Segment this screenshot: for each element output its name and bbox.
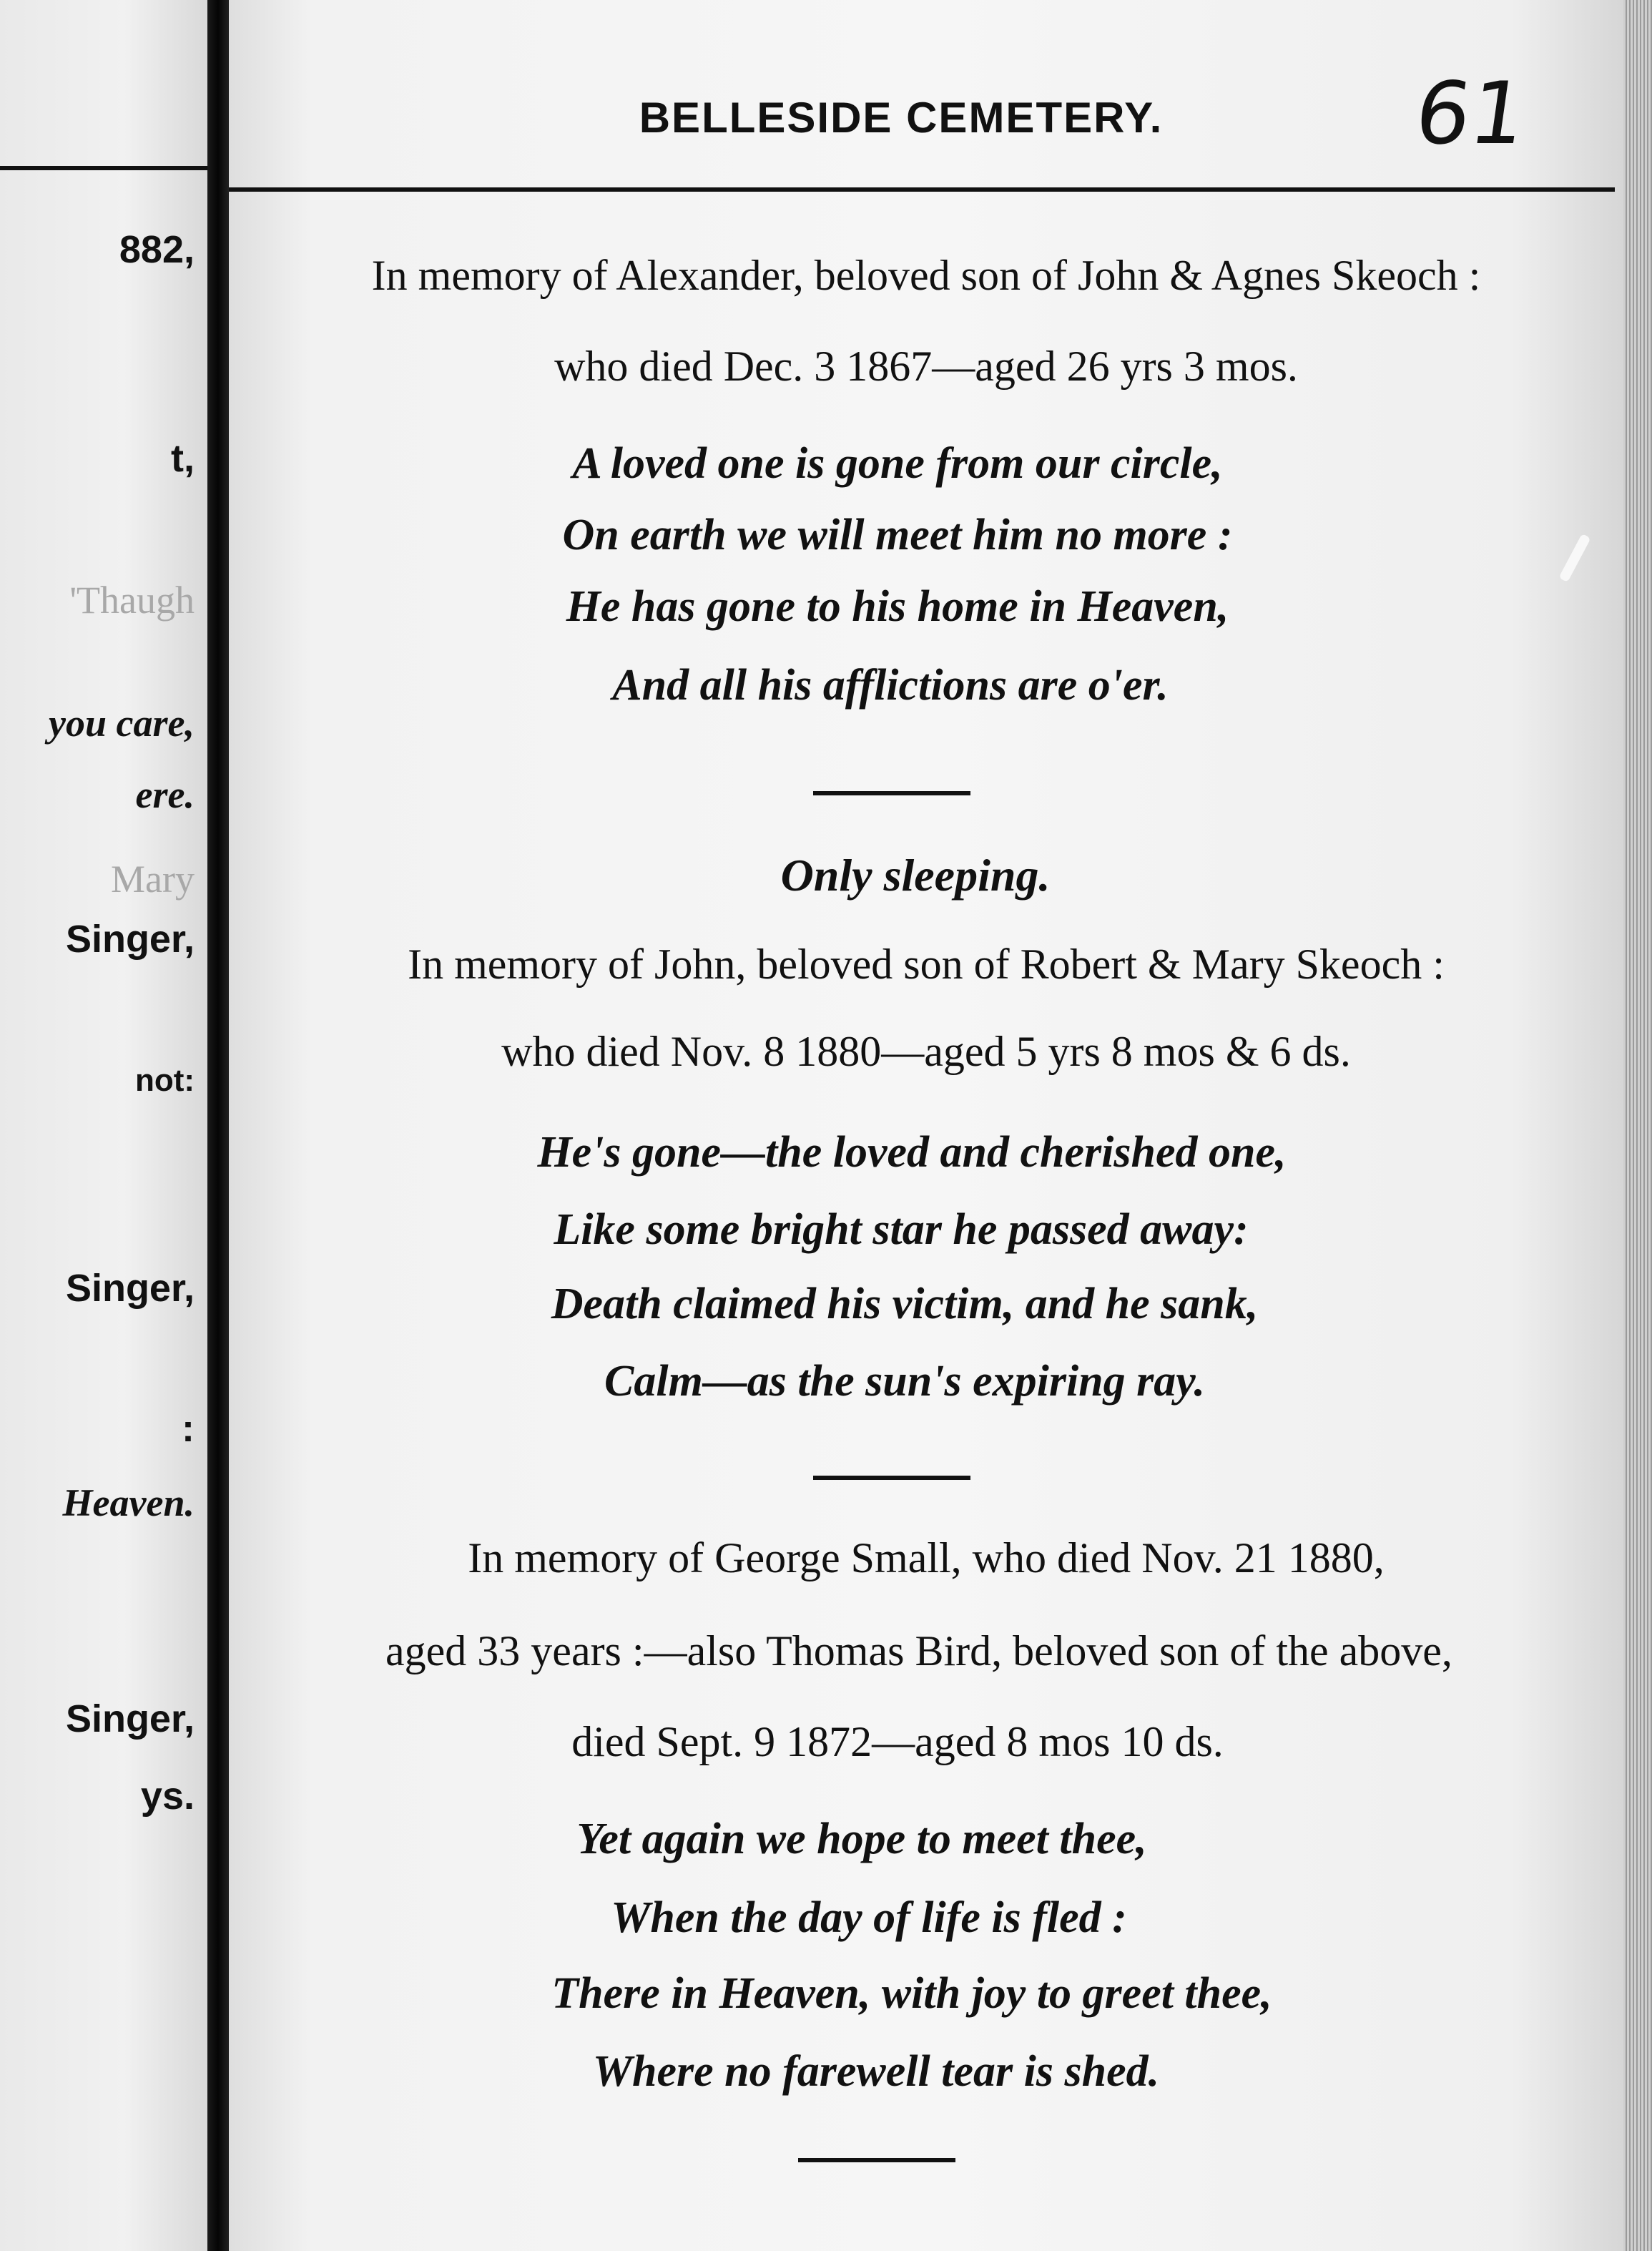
left-fragment-line: Singer, xyxy=(65,1697,195,1740)
left-fragment-line: you care, xyxy=(49,702,195,745)
epitaph-motto: Only sleeping. xyxy=(780,850,1051,901)
left-fragment-line: : xyxy=(182,1407,195,1450)
left-fragment-line: Heaven. xyxy=(62,1481,195,1524)
inscription-line: who died Dec. 3 1867—aged 26 yrs 3 mos. xyxy=(554,343,1298,390)
header-rule xyxy=(229,187,1615,192)
left-fragment-line: Mary xyxy=(111,858,195,901)
left-fragment-line: t, xyxy=(171,437,195,480)
previous-page-rule xyxy=(0,166,207,170)
inscription-line: who died Nov. 8 1880—aged 5 yrs 8 mos & 6 ds. xyxy=(501,1028,1351,1075)
verse-line: He's gone—the loved and cherished one, xyxy=(537,1128,1287,1177)
left-fragment-line: 882, xyxy=(119,228,195,271)
verse-line: Like some bright star he passed away: xyxy=(554,1205,1249,1254)
inscription-line: aged 33 years :—also Thomas Bird, beloved son of the above, xyxy=(385,1627,1452,1674)
verse-line: And all his afflictions are o'er. xyxy=(612,661,1169,710)
inscription-line: died Sept. 9 1872—aged 8 mos 10 ds. xyxy=(571,1718,1224,1765)
section-divider xyxy=(798,2158,955,2162)
section-divider xyxy=(813,1476,970,1480)
verse-line: Yet again we hope to meet thee, xyxy=(576,1815,1147,1863)
verse-line: When the day of life is fled : xyxy=(611,1893,1127,1942)
left-fragment-line: 'Thaugh xyxy=(69,579,195,622)
page-edge xyxy=(1623,0,1652,2251)
inscription-line: In memory of Alexander, beloved son of John & Agnes Skeoch : xyxy=(371,252,1481,299)
page-header xyxy=(229,64,1623,172)
verse-line: He has gone to his home in Heaven, xyxy=(566,582,1229,631)
verse-line: On earth we will meet him no more : xyxy=(562,511,1233,559)
left-fragment-line: Singer, xyxy=(65,1267,195,1310)
left-fragment-line: Singer, xyxy=(65,918,195,961)
inscription-line: In memory of John, beloved son of Robert & Mary Skeoch : xyxy=(408,941,1445,988)
verse-line: Calm—as the sun's expiring ray. xyxy=(604,1357,1206,1406)
section-divider xyxy=(813,791,970,795)
verse-line: There in Heaven, with joy to greet thee, xyxy=(551,1969,1272,2018)
left-fragment-line: ys. xyxy=(140,1775,195,1818)
handwritten-page-number: 61 xyxy=(1409,64,1533,164)
verse-line: Where no farewell tear is shed. xyxy=(592,2047,1160,2096)
verse-line: Death claimed his victim, and he sank, xyxy=(551,1280,1259,1328)
left-fragment-line: ere. xyxy=(135,773,195,816)
verse-line: A loved one is gone from our circle, xyxy=(572,439,1223,488)
left-fragment-line: not: xyxy=(134,1063,195,1098)
inscription-line: In memory of George Small, who died Nov. 21 1880, xyxy=(468,1534,1385,1581)
running-head: BELLESIDE CEMETERY. xyxy=(639,94,1164,142)
